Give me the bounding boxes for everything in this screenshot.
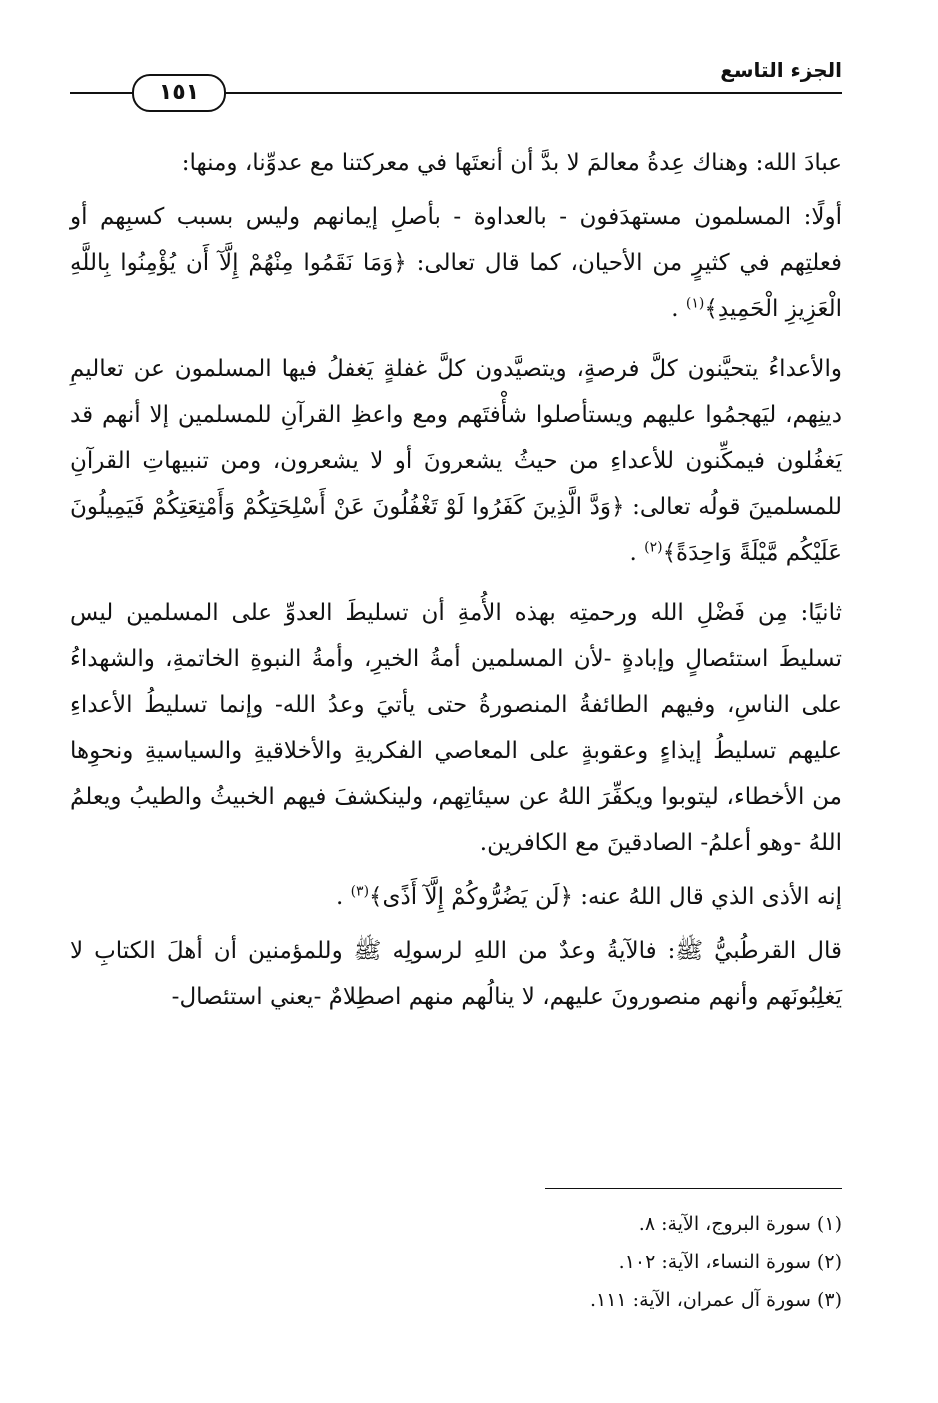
paragraph-harm: إنه الأذى الذي قال اللهُ عنه: ﴿لَن يَضُرُّوكُمْ إِلَّآ أَذًى﴾$^{(٣)}$ . — [335, 883, 842, 910]
footnote-ref-1: (١) — [685, 295, 705, 312]
page-header — [70, 52, 842, 112]
footnote-item: (٢) سورة النساء، الآية: ١٠٢. — [618, 1251, 842, 1273]
page-number: ١٥١ — [132, 74, 226, 112]
paragraph-enemies: والأعداءُ يتحيَّنون كلَّ فرصةٍ، ويتصيَّدون كلَّ غفلةٍ يَغفلُ فيها المسلمون عن تعاليمِ دينِهم، ليَهجمُوا عليهم ويستأصلوا شأْفتَهم ومع واعظِ القرآنِ للمسلمين إلا أنهم قد يَغفُلون فيمكِّنون للأعداءِ من حيثُ يشعرونَ أو لا يشعرون، ومن تنبيهاتِ القرآنِ للمسلمينَ قولُه تعالى: ﴿وَدَّ الَّذِينَ كَفَرُوا لَوْ تَغْفُلُونَ عَنْ أَسْلِحَتِكُمْ وَأَمْتِعَتِكُمْ فَيَمِيلُونَ عَلَيْكُم مَّيْلَةً وَاحِدَةً﴾$^{(٢)}$ . — [70, 356, 842, 566]
footnote-item: (١) سورة البروج، الآية: ٨. — [638, 1213, 842, 1235]
paragraph-qurtubi: قال القرطُبيُّ ﷺ: فالآيةُ وعدٌ من اللهِ لرسولِه ﷺ وللمؤمنين أن أهلَ الكتابِ لا يَغلِبُونَهم وأنهم منصورونَ عليهم، لا ينالُهم منهم اصطِلامٌ -يعني استئصال- — [70, 938, 842, 1010]
paragraph-first: أولًا: المسلمون مستهدَفون - بالعداوة - بأصلِ إيمانهم وليس بسبب كسبِهم أو فعلتِهم في كثيرٍ من الأحيان، كما قال تعالى: ﴿وَمَا نَقَمُوا مِنْهُمْ إِلَّآ أَن يُؤْمِنُوا بِاللَّهِ الْعَزِيزِ الْحَمِيدِ﴾$^{(١)}$ . — [70, 204, 842, 322]
footnote-ref-2: (٢) — [644, 539, 663, 556]
footnote-separator — [545, 1188, 842, 1189]
paragraph-intro: عبادَ الله: وهناك عِدةُ معالمَ لا بدَّ أن أنعتَها في معركتنا مع عدوِّنا، ومنها: — [181, 150, 842, 176]
main-text — [70, 140, 842, 1034]
footnote-item: (٣) سورة آل عمران، الآية: ١١١. — [589, 1289, 842, 1311]
paragraph-second: ثانيًا: مِن فَضْلِ الله ورحمتِه بهذه الأُمةِ أن تسليطَ العدوِّ على المسلمين ليس تسليطَ استئصالٍ وإبادةٍ -لأن المسلمين أمةُ الخيرِ، وأمةُ النبوةِ الخاتمةِ، والشهداءُ على الناسِ، وفيهم الطائفةُ المنصورةُ حتى يأتيَ وعدُ الله- وإنما تسليطُ الأعداءِ عليهم تسليطُ إيذاءٍ وعقوبةٍ على المعاصي الفكريةِ والأخلاقيةِ والسياسيةِ ونحوِها من الأخطاء، ليتوبوا ويكفِّرَ اللهُ عن سيئاتِهم، ولينكشفَ فيهم الخبيثُ والطيبُ ويعلمُ اللهُ -وهو أعلمُ- الصادقينَ مع الكافرين. — [70, 600, 842, 856]
footnotes — [142, 1205, 842, 1319]
part-title: الجزء التاسع — [720, 58, 842, 82]
footnote-ref-3: (٣) — [350, 883, 370, 900]
